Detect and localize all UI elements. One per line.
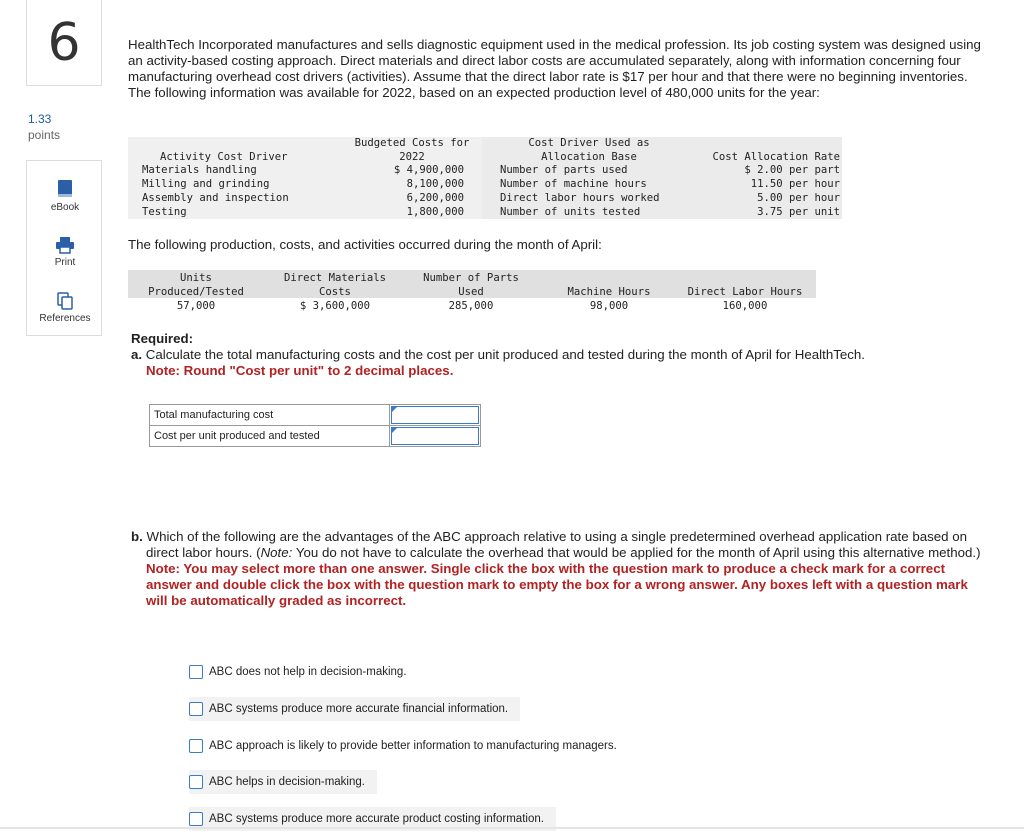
table-row-base: Number of machine hours xyxy=(500,178,647,190)
requirement-b-text-2: You do not have to calculate the overhead that would be applied for the month of April using this alternative method.) xyxy=(292,545,981,560)
table-row-base: Direct labor hours worked xyxy=(500,192,660,204)
intro-paragraph: HealthTech Incorporated manufactures and sells diagnostic equipment used in the medical profession. Its job costing system was designed using an activity-based costing approach. Direct materials and direct labor costs are accumulated separately, along with information concerning four manufacturing overhead cost drivers (activities). Assume that the direct labor rate is $17 per hour and that there were no beginning inventories. The following information was available for 2022, based on an expected production level of 480,000 units for the year: xyxy=(128,37,981,100)
th-direct-materials-1: Direct Materials xyxy=(283,272,387,284)
table-row-budget: 8,100,000 xyxy=(406,178,464,190)
table-row-base: Number of parts used xyxy=(500,164,628,176)
table-row-driver: Materials handling xyxy=(142,164,257,176)
cell-direct-labor-hours: 160,000 xyxy=(722,300,768,312)
requirement-a-text: Calculate the total manufacturing costs and the cost per unit produced and tested during the month of April for HealthTech. xyxy=(145,347,865,362)
requirement-a xyxy=(131,347,981,379)
requirement-b-prefix: b. xyxy=(131,529,143,544)
option-label: ABC does not help in decision-making. xyxy=(209,666,407,678)
required-heading: Required: xyxy=(131,331,194,346)
checkbox[interactable] xyxy=(189,812,203,826)
references-button[interactable] xyxy=(27,292,103,324)
option-item[interactable] xyxy=(189,734,629,758)
table-row-rate: 11.50 per hour xyxy=(750,178,840,190)
cell-parts-used: 285,000 xyxy=(448,300,494,312)
th-direct-materials-2: Costs xyxy=(319,286,351,298)
table-row-budget: $ 4,900,000 xyxy=(393,164,464,176)
th-cost-driver-2: Allocation Base xyxy=(541,151,637,163)
checkbox[interactable] xyxy=(189,702,203,716)
flag-icon xyxy=(392,428,397,433)
question-sidebar xyxy=(0,0,104,836)
points-label: points xyxy=(28,128,61,142)
table-row-driver: Testing xyxy=(142,206,187,218)
table-row xyxy=(150,426,481,447)
print-label: Print xyxy=(54,257,76,268)
table-row-rate: $ 2.00 per part xyxy=(744,164,840,176)
activity-cost-table xyxy=(128,137,842,219)
option-item[interactable] xyxy=(189,660,419,684)
april-activity-table xyxy=(128,270,816,314)
total-cost-label: Total manufacturing cost xyxy=(150,405,390,426)
table-row-budget: 1,800,000 xyxy=(406,206,464,218)
cost-per-unit-input[interactable] xyxy=(391,427,479,445)
option-label: ABC systems produce more accurate financial information. xyxy=(209,703,509,715)
checkbox[interactable] xyxy=(189,665,203,679)
th-units-2: Produced/Tested xyxy=(148,286,244,298)
table-row xyxy=(150,405,481,426)
requirement-b-note: Note: You may select more than one answer. Single click the box with the question mark to produce a check mark for a correct answer and double click the box with the question mark to empty the box for a wrong answer. Any boxes left with a question mark will be automatically graded as incorrect. xyxy=(146,561,968,608)
points-value: 1.33 xyxy=(28,112,52,126)
th-machine-hours: Machine Hours xyxy=(567,286,651,298)
option-label: ABC helps in decision-making. xyxy=(209,776,365,788)
table-row-driver: Assembly and inspection xyxy=(142,192,289,204)
option-item[interactable] xyxy=(189,697,520,721)
requirement-b-text-note: Note: xyxy=(260,545,293,560)
table-row-rate: 3.75 per unit xyxy=(757,206,840,218)
references-label: References xyxy=(39,313,91,324)
total-cost-input[interactable] xyxy=(391,406,479,424)
april-intro: The following production, costs, and activities occurred during the month of April: xyxy=(128,237,602,252)
tools-panel xyxy=(26,160,102,336)
book-icon xyxy=(56,179,74,199)
table-row-rate: 5.00 per hour xyxy=(757,192,840,204)
printer-icon xyxy=(55,236,75,254)
print-button[interactable] xyxy=(27,236,103,268)
ebook-button[interactable] xyxy=(27,179,103,213)
checkbox[interactable] xyxy=(189,775,203,789)
table-row-driver: Milling and grinding xyxy=(142,178,270,190)
th-cost-allocation-rate: Cost Allocation Rate xyxy=(712,151,840,163)
th-activity-cost-driver: Activity Cost Driver xyxy=(160,151,288,163)
option-label: ABC approach is likely to provide better information to manufacturing managers. xyxy=(209,740,617,752)
question-number: 6 xyxy=(26,0,102,86)
cell-units: 57,000 xyxy=(176,300,216,312)
checkbox[interactable] xyxy=(189,739,203,753)
footer-divider xyxy=(0,827,1024,829)
th-units-1: Units xyxy=(180,272,212,284)
ebook-label: eBook xyxy=(50,202,80,213)
table-row-budget: 6,200,000 xyxy=(406,192,464,204)
requirement-a-prefix: a. xyxy=(131,347,143,362)
th-budgeted-costs-2: 2022 xyxy=(399,151,425,163)
option-item[interactable] xyxy=(189,770,377,794)
answer-table xyxy=(149,404,481,447)
requirement-b-text-1: Which of the following are the advantages of the ABC approach relative to using a single predetermined overhead application rate based on direct labor hours. ( xyxy=(146,529,968,560)
requirement-a-note: Note: Round "Cost per unit" to 2 decimal places. xyxy=(146,363,454,378)
cell-machine-hours: 98,000 xyxy=(589,300,629,312)
cost-per-unit-label: Cost per unit produced and tested xyxy=(150,426,390,447)
th-direct-labor-hours: Direct Labor Hours xyxy=(687,286,803,298)
cell-direct-materials: $ 3,600,000 xyxy=(299,300,371,312)
th-budgeted-costs-1: Budgeted Costs for xyxy=(354,137,470,149)
copy-icon xyxy=(56,292,74,310)
th-parts-used-2: Used xyxy=(458,286,484,298)
requirement-b xyxy=(131,529,983,609)
flag-icon xyxy=(392,407,397,412)
points-info xyxy=(28,111,60,143)
option-label: ABC systems produce more accurate product costing information. xyxy=(209,813,544,825)
th-parts-used-1: Number of Parts xyxy=(423,272,519,284)
th-cost-driver-1: Cost Driver Used as xyxy=(528,137,650,149)
table-row-base: Number of units tested xyxy=(500,206,641,218)
